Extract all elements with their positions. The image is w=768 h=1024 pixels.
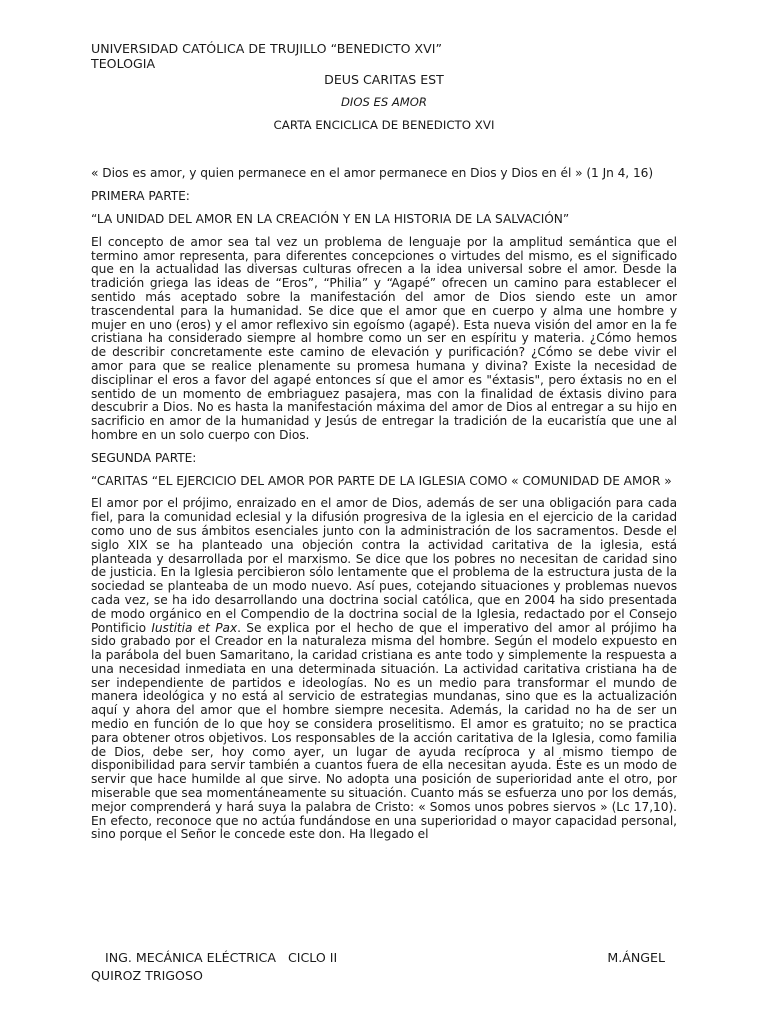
part2-heading: SEGUNDA PARTE: bbox=[91, 450, 197, 465]
part1-heading: PRIMERA PARTE: bbox=[91, 189, 190, 204]
part1-paragraph: El concepto de amor sea tal vez un problema de lenguaje por la amplitud semántica que el termino amor representa, para diferentes concepciones o virtudes del mismo, es el significado que en la actualidad las diversas culturas ofrecen a la idea universal sobre el amor. Desde la tradición griega las ideas de “Eros”, “Philia” y “Agapé” ofrecen un camino para establecer el sentido más aceptado sobre la manifestación del amor de Dios siendo este un amor trascendental para la humanidad. Se dice que el amor que en cuerpo y alma une hombre y mujer en uno (eros) y el amor reflexivo sin egoísmo (agapé). Esta nueva visión del amor en la fe cristiana ha considerado siempre al hombre como un ser en espíritu y materia. ¿Cómo hemos de describir concretamente este camino de elevación y purificación? ¿Cómo se debe vivir el amor para que se realice plenamente su promesa humana y divina? Existe la necesidad de disciplinar el eros a favor del agapé entonces sí que el amor es "éxtasis", pero éxtasis no en el sentido de un momento de embriaguez pasajera, mas con la finalidad de éxtasis divino para descubrir a Dios. No es hasta la manifestación máxima del amor de Dios al entregar a su hijo en sacrificio en amor de la humanidad y Jesús de entregar la tradición de la eucaristía que une al hombre en un solo cuerpo con Dios. bbox=[91, 234, 677, 442]
footer-author-first: M.ÁNGEL bbox=[607, 950, 665, 965]
part2-text-b: . Se explica por el hecho de que el imperativo del amor al prójimo ha sido grabado por el Creador en la naturaleza misma del hombre. Según el modelo expuesto en la parábola del buen Samaritano, la caridad cristiana es ante todo y simplemente la respuesta a una necesidad inmediata en una determinada situación. La actividad caritativa cristiana ha de ser independiente de partidos e ideologías. No es un medio para transformar el mundo de manera ideológica y no está al servicio de estrategias mundanas, sino que es la actualización aquí y ahora del amor que el hombre siempre necesita. Además, la caridad no ha de ser un medio en función de lo que hoy se considera proselitismo. El amor es gratuito; no se practica para obtener otros objetivos. Los responsables de la acción caritativa de la Iglesia, como familia de Dios, debe ser, hoy como ayer, un lugar de ayuda recíproca y al mismo tiempo de disponibilidad para servir también a cuantos fuera de ella necesitan ayuda. Éste es un modo de servir que hace humilde al que sirve. No adopta una posición de superioridad ante el otro, por miserable que sea momentáneamente su situación. Cuanto más se esfuerza uno por los demás, mejor comprenderá y hará suya la palabra de Cristo: « Somos unos pobres siervos » (Lc 17,10). En efecto, reconoce que no actúa fundándose en una superioridad o mayor capacidad personal, sino porque el Señor le concede este don. Ha llegado el bbox=[91, 620, 678, 842]
page-footer bbox=[91, 949, 665, 985]
part2-italic-council: Iustitia et Pax bbox=[151, 620, 238, 635]
opening-quote: « Dios es amor, y quien permanece en el amor permanece en Dios y Dios en él » (1 Jn 4, 16) bbox=[91, 166, 654, 181]
university-name: UNIVERSIDAD CATÓLICA DE TRUJILLO “BENEDICTO XVI” bbox=[91, 41, 443, 56]
document-page bbox=[91, 42, 677, 842]
footer-author-last: QUIROZ TRIGOSO bbox=[91, 968, 203, 983]
document-title: DEUS CARITAS EST bbox=[324, 72, 444, 87]
footer-course: ING. MECÁNICA ELÉCTRICA CICLO II bbox=[105, 950, 338, 965]
part2-text-a: El amor por el prójimo, enraizado en el amor de Dios, además de ser una obligación para cada fiel, para la comunidad eclesial y la difusión progresiva de la iglesia en el ejercicio de la caridad como uno de sus ámbitos esenciales junto con la administración de los sacramentos. Desde el siglo XIX se ha planteado una objeción contra la actividad caritativa de la iglesia, está planteada y desarrollada por el marxismo. Se dice que los pobres no necesitan de caridad sino de justicia. En la Iglesia percibieron sólo lentamente que el problema de la estructura justa de la sociedad se planteaba de un modo nuevo. Así pues, cotejando situaciones y problemas nuevos cada vez, se ha ido desarrollando una doctrina social católica, que en 2004 ha sido presentada de modo orgánico en el Compendio de la doctrina social de la Iglesia, redactado por el Consejo Pontificio bbox=[91, 496, 677, 635]
part2-title: “CARITAS “EL EJERCICIO DEL AMOR POR PARTE DE LA IGLESIA COMO « COMUNIDAD DE AMOR » bbox=[91, 473, 672, 488]
part1-title: “LA UNIDAD DEL AMOR EN LA CREACIÓN Y EN LA HISTORIA DE LA SALVACIÓN” bbox=[91, 211, 570, 226]
document-carta-title: CARTA ENCICLICA DE BENEDICTO XVI bbox=[273, 117, 495, 132]
faculty-name: TEOLOGIA bbox=[91, 55, 156, 71]
part2-paragraph bbox=[91, 497, 677, 842]
document-subtitle: DIOS ES AMOR bbox=[340, 94, 427, 109]
